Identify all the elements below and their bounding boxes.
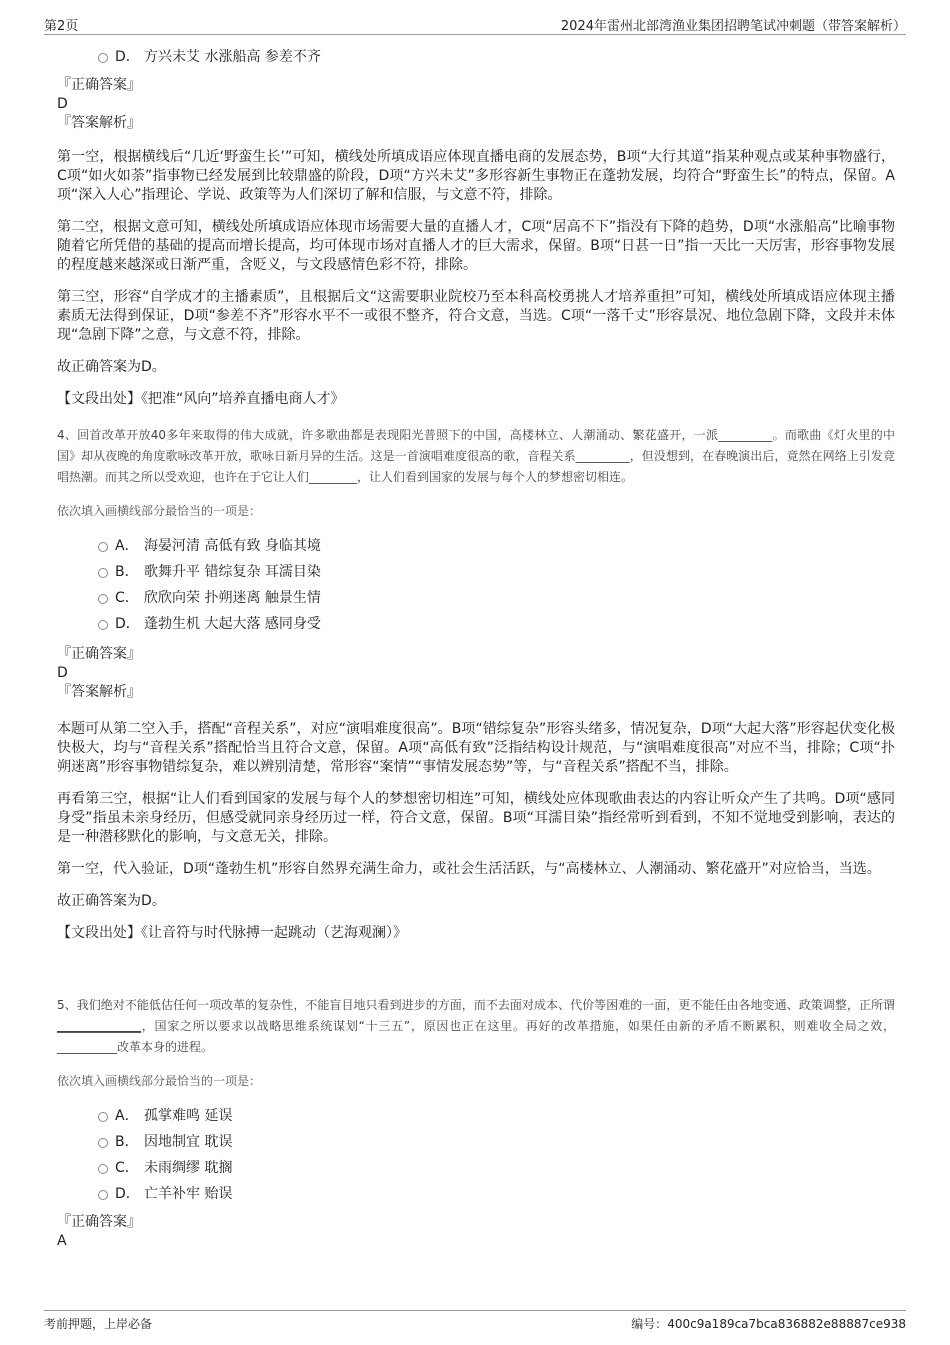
question-instruction: 依次填入画横线部分最恰当的一项是： <box>57 1074 262 1088</box>
question-stem: 4、回首改革开放40多年来取得的伟大成就，许多歌曲都是表现阳光普照下的中国，高楼林立、人潮涌动、繁花盛开，一派_________。而歌曲《灯火里的中国》却从夜晚的角度歌咏改革开放，歌咏日新月异的生活。这是一首演唱难度很高的歌，音程关系_________，但没想到，在春晚演出后，竟然在网络上引发竞唱热潮。而其之所以受欢迎，也许在于它让人们________，让人们看到国家的发展与每个人的梦想密切相连。 <box>57 428 895 484</box>
answer-value: D <box>57 96 68 112</box>
analysis-4 <box>57 720 895 943</box>
radio-icon[interactable] <box>98 53 108 63</box>
option-d[interactable]: D． 亡羊补牢 贻误 <box>57 1181 895 1207</box>
page-header <box>44 14 906 35</box>
answer-block-4 <box>57 645 895 702</box>
answer-block-5 <box>57 1213 895 1251</box>
question-5 <box>57 995 895 1090</box>
analysis-conclusion: 故正确答案为D。 <box>57 359 166 375</box>
option-c[interactable]: C． 欣欣向荣 扑朔迷离 触景生情 <box>57 585 895 611</box>
document-title: 2024年雷州北部湾渔业集团招聘笔试冲刺题（带答案解析） <box>560 19 906 34</box>
radio-icon[interactable] <box>98 542 108 552</box>
radio-icon[interactable] <box>98 620 108 630</box>
question-4 <box>57 425 895 520</box>
page-footer <box>44 1310 906 1335</box>
analysis-conclusion: 故正确答案为D。 <box>57 893 166 909</box>
analysis-paragraph: 再看第三空，根据“让人们看到国家的发展与每个人的梦想密切相连”可知，横线处应体现歌曲表达的内容让听众产生了共鸣。D项“感同身受”指虽未亲身经历，但感受就同亲身经历过一样，符合文意，保留。B项“耳濡目染”指经常听到看到，不知不觉地受到影响，表达的是一种潜移默化的影响，与文意无关，排除。 <box>57 791 895 845</box>
answer-label: 『正确答案』 <box>57 77 141 93</box>
radio-icon[interactable] <box>98 1164 108 1174</box>
option-b[interactable]: B． 歌舞升平 错综复杂 耳濡目染 <box>57 559 895 585</box>
answer-label: 『正确答案』 <box>57 646 141 662</box>
radio-icon[interactable] <box>98 568 108 578</box>
answer-value: A <box>57 1233 67 1249</box>
option-a[interactable]: A． 孤掌难鸣 延误 <box>57 1103 895 1129</box>
analysis-paragraph: 本题可从第二空入手，搭配“音程关系”，对应“演唱难度很高”。B项“错综复杂”形容头绪多，情况复杂，D项“大起大落”形容起伏变化极快极大，均与“音程关系”搭配恰当且符合文意，保留。A项“高低有致”泛指结构设计规范，与“演唱难度很高”对应不当，排除；C项“扑朔迷离”形容事物错综复杂，难以辨别清楚，常形容“案情”“事情发展态势”等，与“音程关系”搭配不当，排除。 <box>57 721 895 775</box>
blank-2: __________ <box>57 1040 117 1054</box>
radio-icon[interactable] <box>98 1138 108 1148</box>
analysis-3 <box>57 148 895 409</box>
blank-1: ______________ <box>57 1019 141 1033</box>
analysis-paragraph: 第三空，形容“自学成才的主播素质”，且根据后文“这需要职业院校乃至本科高校勇挑人才培养重担”可知，横线处所填成语应体现主播素质无法得到保证，D项“参差不齐”形容水平不一或很不整齐，符合文意，当选。C项“一落千丈”形容景况、地位急剧下降，文段并未体现“急剧下降”之意，与文意不符，排除。 <box>57 289 895 343</box>
q5-options <box>57 1103 895 1207</box>
analysis-paragraph: 第一空，代入验证，D项“蓬勃生机”形容自然界充满生命力，或社会生活活跃，与“高楼林立、人潮涌动、繁花盛开”对应恰当，当选。 <box>57 861 881 877</box>
answer-value: D <box>57 665 68 681</box>
question-3-tail <box>57 44 895 70</box>
option-b[interactable]: B． 因地制宜 耽误 <box>57 1129 895 1155</box>
answer-label: 『正确答案』 <box>57 1214 141 1230</box>
radio-icon[interactable] <box>98 594 108 604</box>
answer-block-3 <box>57 76 895 133</box>
page-number: 第2页 <box>44 19 79 34</box>
option-d[interactable]: D． 方兴未艾 水涨船高 参差不齐 <box>57 44 895 70</box>
source-citation: 【文段出处】《让音符与时代脉搏一起跳动（艺海观澜）》 <box>57 925 407 941</box>
question-stem: 5、我们绝对不能低估任何一项改革的复杂性，不能盲目地只看到进步的方面，而不去面对成本、代价等困难的一面，更不能任由各地变通、政策调整，正所谓______________，国家之所以要求以战略思维系统谋划“十三五”，原因也正在这里。再好的改革措施，如果任由新的矛盾不断累积，则难收全局之效，__________改革本身的进程。 <box>57 998 895 1054</box>
footer-slogan: 考前押题，上岸必备 <box>44 1317 153 1331</box>
analysis-label: 『答案解析』 <box>57 115 141 131</box>
radio-icon[interactable] <box>98 1190 108 1200</box>
analysis-paragraph: 第二空，根据文意可知，横线处所填成语应体现市场需要大量的直播人才，C项“居高不下”指没有下降的趋势，D项“水涨船高”比喻事物随着它所凭借的基础的提高而增长提高，均可体现市场对直播人才的巨大需求，保留。B项“日甚一日”指一天比一天厉害，形容事物发展的程度越来越深或日渐严重，含贬义，与文段感情色彩不符，排除。 <box>57 219 895 273</box>
radio-icon[interactable] <box>98 1112 108 1122</box>
analysis-label: 『答案解析』 <box>57 684 141 700</box>
analysis-paragraph: 第一空，根据横线后“几近‘野蛮生长’”可知，横线处所填成语应体现直播电商的发展态势，B项“大行其道”指某种观点或某种事物盛行，C项“如火如荼”指事物已经发展到比较鼎盛的阶段，D项“方兴未艾”多形容新生事物正在蓬勃发展，均符合“野蛮生长”的特点，保留。A项“深入人心”指理论、学说、政策等为人们深切了解和信服，与文意不符，排除。 <box>57 149 895 203</box>
source-citation: 【文段出处】《把准“风向”培养直播电商人才》 <box>57 391 345 407</box>
q4-options <box>57 533 895 637</box>
document-code: 编号：400c9a189ca7bca836882e88887ce938 <box>631 1317 906 1331</box>
question-instruction: 依次填入画横线部分最恰当的一项是： <box>57 504 262 518</box>
option-c[interactable]: C． 未雨绸缪 耽搁 <box>57 1155 895 1181</box>
option-a[interactable]: A． 海晏河清 高低有致 身临其境 <box>57 533 895 559</box>
option-d[interactable]: D． 蓬勃生机 大起大落 感同身受 <box>57 611 895 637</box>
